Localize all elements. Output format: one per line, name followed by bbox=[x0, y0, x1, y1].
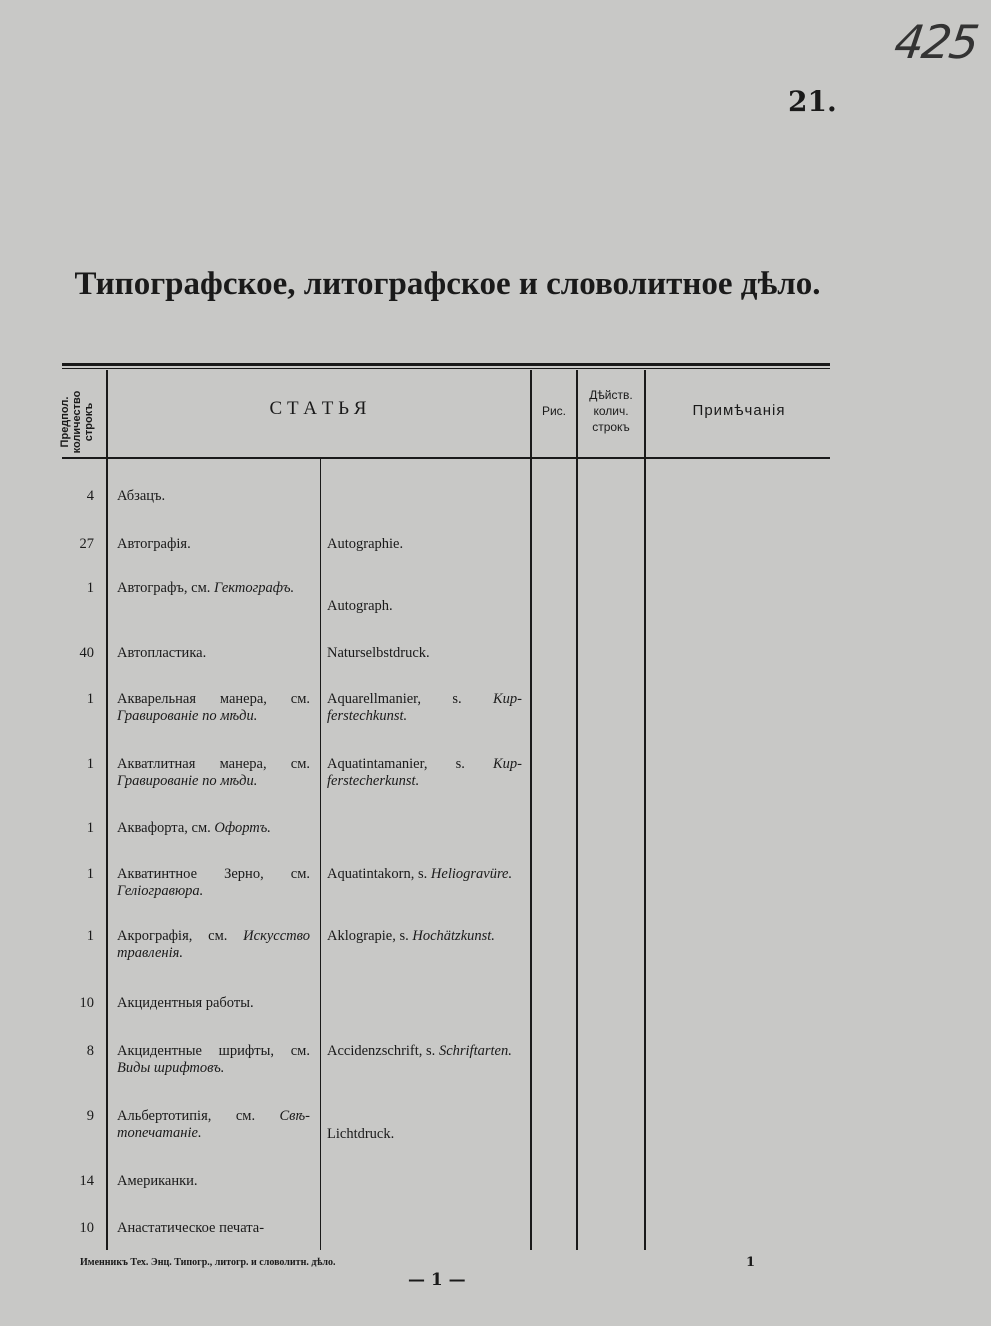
line-count: 1 bbox=[86, 691, 94, 707]
line-count: 1 bbox=[86, 866, 94, 882]
article-ru-text: Американки. bbox=[117, 1173, 198, 1189]
article-de-text: Accidenzschrift, s. bbox=[327, 1043, 439, 1059]
article-ru bbox=[117, 1220, 310, 1237]
line-count: 1 bbox=[86, 756, 94, 772]
line-count: 1 bbox=[86, 820, 94, 836]
article-de bbox=[327, 928, 522, 945]
line-count: 40 bbox=[79, 645, 94, 661]
article-de bbox=[327, 866, 522, 883]
article-de bbox=[327, 645, 522, 662]
footer-sheet-number: 1 bbox=[746, 1255, 756, 1270]
article-ru-text: Альбертотипія, см. bbox=[117, 1108, 280, 1124]
handwritten-page-number: 425 bbox=[891, 15, 981, 69]
rule-header bbox=[62, 457, 830, 459]
article-de-text: Aquatintakorn, s. bbox=[327, 866, 431, 882]
line-count: 9 bbox=[86, 1108, 94, 1124]
article-ru-text: Автопластика. bbox=[117, 645, 207, 661]
article-ru-ref: Гравированіе по мѣди. bbox=[117, 773, 258, 789]
page-title: Типографское, литографское и словолитное дѣло. bbox=[74, 266, 821, 302]
line-count: 1 bbox=[86, 928, 94, 944]
article-ru bbox=[117, 756, 310, 790]
page-number: 21. bbox=[788, 85, 837, 118]
line-count: 10 bbox=[79, 995, 94, 1011]
article-ru bbox=[117, 928, 310, 962]
rule-top-thin bbox=[62, 368, 830, 369]
article-de-ref: Hochätzkunst. bbox=[412, 928, 495, 944]
article-ru-text: Акрографія, см. bbox=[117, 928, 244, 944]
article-ru-text: Акцидентные шрифты, см. bbox=[117, 1043, 310, 1059]
article-ru bbox=[117, 645, 310, 662]
article-ru bbox=[117, 820, 310, 837]
article-de bbox=[327, 691, 522, 725]
article-ru-text: Анастатическое печата- bbox=[117, 1220, 265, 1236]
article-ru-text: Акварельная манера, см. bbox=[117, 691, 310, 707]
article-ru bbox=[117, 866, 310, 900]
article-de-ref: Kupferstecherkunst. bbox=[327, 756, 522, 789]
article-ru bbox=[117, 1043, 310, 1077]
article-de-text: Lichtdruck. bbox=[327, 1126, 395, 1142]
line-count: 8 bbox=[86, 1043, 94, 1059]
header-actual: Дѣйств. колич. строкъ bbox=[589, 388, 633, 434]
article-ru-text: Абзацъ. bbox=[117, 488, 166, 504]
article-de bbox=[327, 756, 522, 790]
article-ru-text: Акватлитная манера, см. bbox=[117, 756, 310, 772]
article-ru-text: Акватинтное Зерно, см. bbox=[117, 866, 310, 882]
line-count: 10 bbox=[79, 1220, 94, 1236]
article-ru-text: Аквафорта, см. bbox=[117, 820, 215, 836]
footer-page-number: — 1 — bbox=[408, 1270, 466, 1290]
rule-top bbox=[62, 363, 830, 366]
article-de bbox=[327, 598, 522, 615]
col-divider bbox=[576, 370, 578, 1250]
article-ru-ref: Виды шрифтовъ. bbox=[117, 1060, 225, 1076]
article-de-text: Aklograpie, s. bbox=[327, 928, 413, 944]
col-divider bbox=[530, 370, 532, 1250]
col-divider bbox=[320, 459, 321, 1250]
line-count: 4 bbox=[86, 488, 94, 504]
article-de-text: Aquarellmanier, s. bbox=[327, 691, 493, 707]
article-de-text: Naturselbstdruck. bbox=[327, 645, 430, 661]
article-ru-text: Автографія. bbox=[117, 536, 191, 552]
header-lines bbox=[40, 380, 110, 454]
line-count: 14 bbox=[79, 1173, 94, 1189]
article-ru bbox=[117, 580, 310, 597]
article-ru-ref: Геліогравюра. bbox=[117, 883, 204, 899]
line-count: 1 bbox=[86, 580, 94, 596]
col-divider bbox=[106, 370, 108, 1250]
header-notes: Примѣчанія bbox=[692, 402, 786, 419]
footer-text: Именникъ Тех. Энц. Типогр., литогр. и словолитн. дѣло. bbox=[80, 1257, 336, 1268]
article-ru-text: Автографъ, см. bbox=[117, 580, 214, 596]
col-divider bbox=[644, 370, 646, 1250]
article-ru-text: Акцидентныя работы. bbox=[117, 995, 254, 1011]
article-de-text: Autographie. bbox=[327, 536, 404, 552]
article-de bbox=[327, 1126, 522, 1143]
article-de-ref: Schriftarten. bbox=[438, 1043, 512, 1059]
header-lines-label: Предпол. количество строкъ bbox=[59, 390, 95, 454]
article-ru bbox=[117, 488, 310, 505]
article-ru-ref: Свѣтопечатаніе. bbox=[117, 1108, 310, 1141]
article-de bbox=[327, 536, 522, 553]
header-fig: Рис. bbox=[541, 404, 567, 418]
article-ru-ref: Гектографъ. bbox=[214, 580, 295, 596]
article-ru bbox=[117, 1173, 310, 1190]
line-count: 27 bbox=[79, 536, 94, 552]
article-ru-ref: Искусство травленія. bbox=[117, 928, 310, 961]
article-de bbox=[327, 1043, 522, 1060]
header-article: С Т А Т Ь Я bbox=[269, 398, 367, 419]
article-de-text: Aquatintamanier, s. bbox=[327, 756, 493, 772]
article-ru bbox=[117, 536, 310, 553]
article-de-ref: Heliogravüre. bbox=[430, 866, 513, 882]
article-ru bbox=[117, 1108, 310, 1142]
article-ru-ref: Офортъ. bbox=[214, 820, 271, 836]
article-ru-ref: Гравированіе по мѣди. bbox=[117, 708, 258, 724]
article-ru bbox=[117, 691, 310, 725]
article-ru bbox=[117, 995, 310, 1012]
article-de-ref: Kupferstechkunst. bbox=[327, 691, 522, 724]
article-de-text: Autograph. bbox=[327, 598, 393, 614]
